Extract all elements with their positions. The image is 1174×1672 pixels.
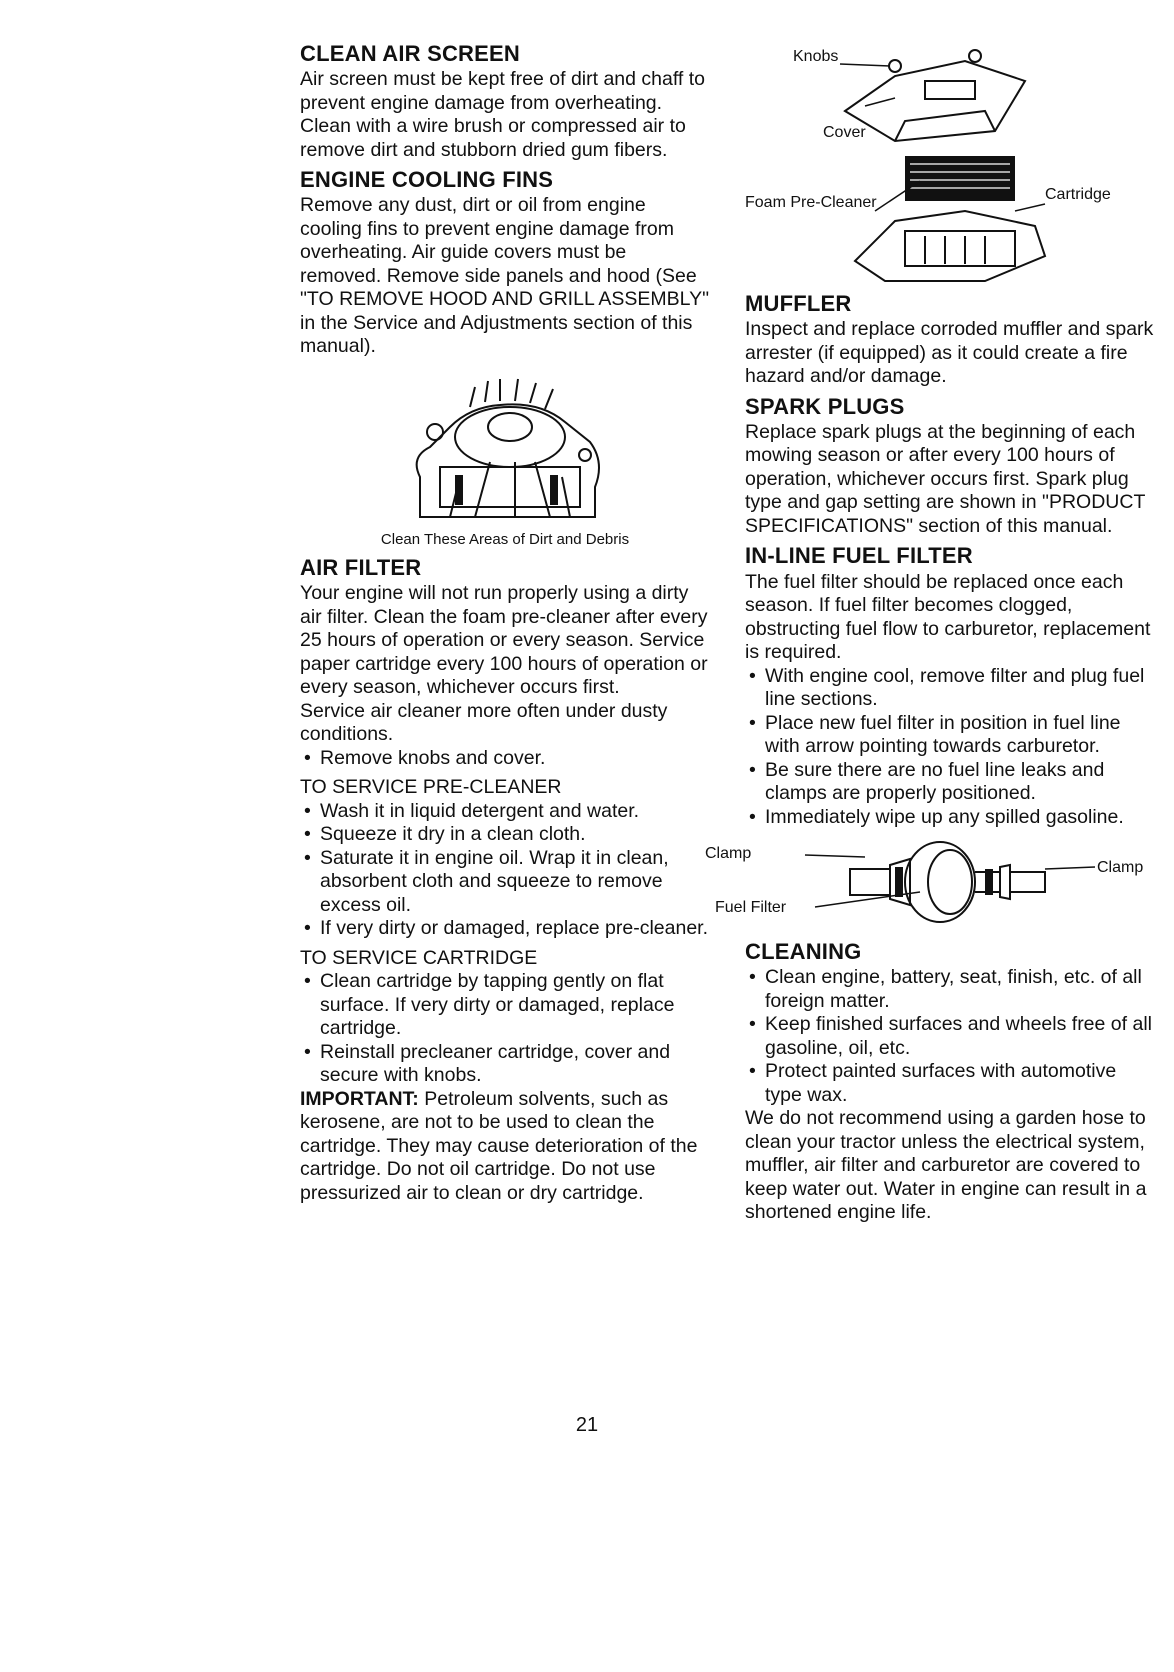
list-item: • Wash it in liquid detergent and water. <box>300 800 710 824</box>
clamp-left-label: Clamp <box>705 845 752 863</box>
left-column <box>300 36 710 1205</box>
cleaning-body: We do not recommend using a garden hose to clean your tractor unless the electrical system, muffler, air filter and carburetor are covered to keep water out. Water in engine can result in a shortened engine life. <box>745 1107 1147 1224</box>
page-number: 21 <box>575 1414 599 1436</box>
list-item: • Protect painted surfaces with automotive type wax. <box>745 1060 1155 1107</box>
important-note <box>300 1088 710 1206</box>
foam-pre-cleaner-label: Foam Pre-Cleaner <box>745 194 877 211</box>
list-item: • Reinstall precleaner cartridge, cover and secure with knobs. <box>300 1041 710 1088</box>
engine-cooling-fins-heading: ENGINE COOLING FINS <box>300 167 554 193</box>
engine-figure <box>300 367 710 548</box>
list-item: • Remove knobs and cover. <box>300 747 710 771</box>
clamp-right-label: Clamp <box>1097 859 1144 877</box>
clean-air-screen-heading: CLEAN AIR SCREEN <box>300 41 520 66</box>
list-item: • Clean engine, battery, seat, finish, etc. of all foreign matter. <box>745 966 1155 1013</box>
important-text: Petroleum solvents, such as kerosene, are not to be used to clean the cartridge. They may cause deterioration of the cartridge. Do not oil cartridge. Do not use pressurized air to clean or dry cartridge. <box>300 1087 698 1204</box>
pre-cleaner-heading: TO SERVICE PRE-CLEANER <box>300 776 562 799</box>
clean-air-screen-body: Air screen must be kept free of dirt and chaff to prevent engine damage from overheating. Clean with a wire brush or compressed air to remove dirt and stubborn dried gum fibers. <box>300 68 706 161</box>
muffler-body: Inspect and replace corroded muffler and spark arrester (if equipped) as it could create a fire hazard and/or damage. <box>745 318 1154 388</box>
muffler-heading: MUFFLER <box>745 291 852 316</box>
air-filter-body: Your engine will not run properly using a dirty air filter. Clean the foam pre-cleaner after every 25 hours of operation or every season. Service paper cartridge every 100 hours of operation or every season, whichever occurs first. <box>300 582 708 699</box>
list-item: • Be sure there are no fuel line leaks and clamps are properly positioned. <box>745 759 1155 806</box>
cartridge-bullets <box>300 970 710 1088</box>
air-filter-heading: AIR FILTER <box>300 554 422 580</box>
engine-illustration <box>300 367 710 527</box>
list-item: • Squeeze it dry in a clean cloth. <box>300 823 710 847</box>
engine-cooling-fins-body: Remove any dust, dirt or oil from engine cooling fins to prevent engine damage from overheating. Air guide covers must be removed. Remove side panels and hood (See "TO REMOVE HOOD AND GRILL ASSEMBLY" in the Service and Adjustments section of this manual). <box>300 194 710 358</box>
fuel-filter-figure <box>705 837 1155 932</box>
list-item: • Clean cartridge by tapping gently on flat surface. If very dirty or damaged, replace cartridge. <box>300 970 710 1041</box>
fuel-filter-body: The fuel filter should be replaced once each season. If fuel filter becomes clogged, obstructing fuel flow to carburetor, replacement is required. <box>745 570 1151 664</box>
list-item: • With engine cool, remove filter and plug fuel line sections. <box>745 665 1155 712</box>
cleaning-heading: CLEANING <box>745 939 862 965</box>
list-item: • Keep finished surfaces and wheels free of all gasoline, oil, etc. <box>745 1013 1155 1060</box>
spark-plugs-body: Replace spark plugs at the beginning of each mowing season or after every 100 hours of operation, whichever occurs first. Spark plug type and gap setting are shown in "PRODUCT SPECIFICATIONS" section of this manual. <box>745 420 1146 537</box>
fuel-filter-bullets <box>745 665 1155 830</box>
important-label: IMPORTANT: <box>300 1087 419 1110</box>
list-item: • Place new fuel filter in position in fuel line with arrow pointing towards carburetor. <box>745 712 1155 759</box>
fuel-filter-illustration <box>745 837 1155 932</box>
fuel-filter-heading: IN-LINE FUEL FILTER <box>745 543 973 569</box>
fuel-filter-label: Fuel Filter <box>715 899 787 917</box>
engine-figure-caption: Clean These Areas of Dirt and Debris <box>380 530 630 548</box>
list-item: • Saturate it in engine oil. Wrap it in clean, absorbent cloth and squeeze to remove excess oil. <box>300 847 710 918</box>
cartridge-label: Cartridge <box>1045 186 1111 203</box>
air-filter-body2: Service air cleaner more often under dusty conditions. <box>300 699 668 746</box>
air-filter-bullets <box>300 747 710 771</box>
cover-label: Cover <box>823 124 866 141</box>
pre-cleaner-bullets <box>300 800 710 941</box>
cleaning-bullets <box>745 966 1155 1107</box>
air-cleaner-figure <box>745 36 1155 286</box>
spark-plugs-heading: SPARK PLUGS <box>745 393 905 419</box>
list-item: • Immediately wipe up any spilled gasoline. <box>745 806 1155 830</box>
cartridge-heading: TO SERVICE CARTRIDGE <box>300 946 538 969</box>
right-column <box>705 36 1155 1225</box>
knobs-label: Knobs <box>793 48 839 65</box>
air-cleaner-illustration <box>745 36 1155 286</box>
list-item: • If very dirty or damaged, replace pre-cleaner. <box>300 917 710 941</box>
